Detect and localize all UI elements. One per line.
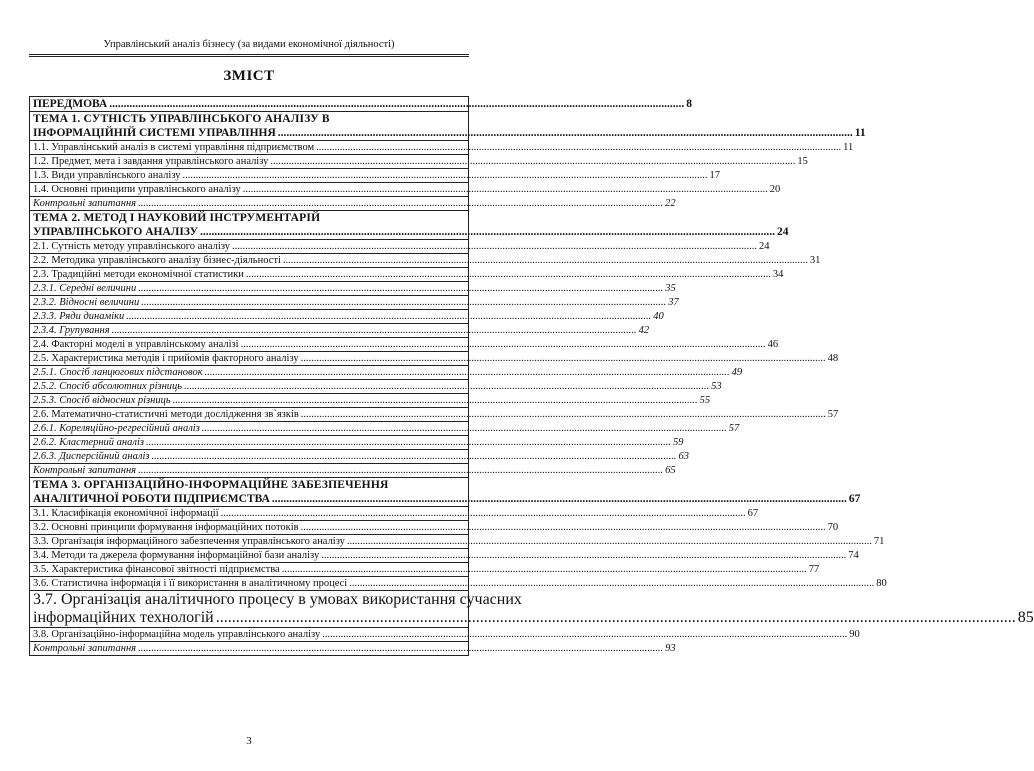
toc-entry-title: 1.3. Види управлінського аналізу: [33, 170, 181, 181]
dot-leader: [151, 450, 676, 463]
dot-leader: [347, 535, 872, 548]
toc-page-ref: 42: [638, 325, 650, 336]
toc-page-ref: 15: [797, 156, 808, 167]
toc-row-section: [30, 97, 469, 112]
toc-entry-title: 3.3. Організація інформаційного забезпечення управлінського аналізу: [33, 536, 345, 547]
toc-entry-title: 1.2. Предмет, мета і завдання управлінського аналізу: [33, 156, 269, 167]
toc-row-entry: [30, 141, 469, 155]
toc-row-sub: [30, 296, 469, 310]
toc-entry-first-line: ТЕМА 1. СУТНІСТЬ УПРАВЛІНСЬКОГО АНАЛІЗУ В: [33, 113, 330, 125]
toc-entry-first-line: ТЕМА 3. ОРГАНІЗАЦІЙНО-ІНФОРМАЦІЙНЕ ЗАБЕЗПЕЧЕННЯ: [33, 479, 389, 491]
dot-leader: [205, 366, 730, 379]
toc-page-ref: 71: [873, 536, 885, 547]
toc-entry-title: 1.4. Основні принципи управлінського аналізу: [33, 184, 241, 195]
toc-entry-title: 2.3. Традиційні методи економічної статистики: [33, 269, 244, 280]
toc-row-theme: [30, 112, 469, 141]
dot-leader: [321, 549, 846, 562]
running-header: Управлінський аналіз бізнесу (за видами економічної діяльності): [103, 39, 395, 50]
dot-leader: [173, 394, 698, 407]
dot-leader: [270, 155, 795, 168]
toc-page-ref: 40: [653, 311, 664, 322]
table-of-contents: [29, 96, 1034, 656]
toc-row-sub: [30, 380, 469, 394]
toc-entry-title: 2.3.1. Середні величини: [33, 283, 137, 294]
toc-entry-title: 2.3.3. Ряди динаміки: [33, 311, 125, 322]
toc-page-ref: 31: [809, 255, 821, 266]
toc-entry-title: 3.5. Характеристика фінансової звітності підприємства: [33, 564, 280, 575]
toc-row-entry: [30, 535, 469, 549]
toc-row-entry: [30, 521, 469, 535]
toc-page-ref: 17: [709, 170, 721, 181]
toc-page-ref: 55: [699, 395, 711, 406]
toc-page-ref: 93: [665, 643, 676, 654]
toc-entry-title: 2.3.2. Відносні величини: [33, 297, 140, 308]
toc-row-sub: [30, 450, 469, 464]
toc-entry-title: 1.1. Управлінський аналіз в системі управління підприємством: [33, 142, 315, 153]
toc-row-sub: [30, 436, 469, 450]
header-rule: [29, 54, 469, 57]
toc-page-ref: 24: [759, 241, 770, 252]
dot-leader: [282, 563, 807, 576]
toc-row-entry: [30, 254, 469, 268]
toc-row-entry: [30, 183, 469, 197]
dot-leader: [349, 577, 874, 590]
toc-entry-title: 2.5.1. Спосіб ланцюгових підстановок: [33, 367, 203, 378]
toc-entry-title: 3.4. Методи та джерела формування інформаційної бази аналізу: [33, 550, 320, 561]
toc-row-entry: [30, 628, 469, 642]
toc-page-ref: 59: [672, 437, 684, 448]
toc-row-sub: [30, 324, 469, 338]
toc-page-ref: 57: [728, 423, 740, 434]
dot-leader: [109, 97, 684, 111]
toc-page-ref: 85: [1017, 609, 1034, 626]
page-title: ЗМІСТ: [223, 68, 275, 84]
toc-entry-title: Контрольні запитання: [33, 198, 137, 209]
toc-row-q: [30, 197, 469, 211]
toc-page-ref: 57: [827, 409, 839, 420]
toc-entry-title: 2.5.2. Спосіб абсолютних різниць: [33, 381, 183, 392]
toc-entry-title: 2.2. Методика управлінського аналізу бізнес-діяльності: [33, 255, 281, 266]
dot-leader: [138, 464, 663, 477]
dot-leader: [183, 169, 708, 182]
toc-page-ref: 34: [772, 269, 784, 280]
dot-leader: [126, 310, 651, 323]
dot-leader: [146, 436, 671, 449]
toc-entry-second-line: інформаційних технологій: [33, 609, 214, 626]
toc-entry-title: ПЕРЕДМОВА: [33, 98, 108, 110]
toc-entry-first-line: 3.7. Організація аналітичного процесу в умовах використання сучасних: [33, 591, 522, 608]
toc-row-theme: [30, 211, 469, 240]
toc-page-ref: 22: [665, 198, 676, 209]
toc-entry-title: 2.6.1. Кореляційно-регресійний аналіз: [33, 423, 200, 434]
toc-entry-title: 2.6. Математично-статистичні методи дослідження зв`язків: [33, 409, 299, 420]
dot-leader: [283, 254, 808, 267]
toc-entry-title: 2.5.3. Спосіб відносних різниць: [33, 395, 171, 406]
toc-page-ref: 67: [747, 508, 759, 519]
toc-row-entry: [30, 352, 469, 366]
toc-entry-title: 3.6. Статистична інформація і її використання в аналітичному процесі: [33, 578, 348, 589]
toc-row-entry: [30, 268, 469, 282]
toc-row-entry: [30, 577, 469, 591]
toc-row-entry: [30, 507, 469, 521]
dot-leader: [216, 609, 1016, 627]
dot-leader: [301, 521, 826, 534]
toc-entry-title: 2.5. Характеристика методів і прийомів факторного аналізу: [33, 353, 299, 364]
dot-leader: [221, 507, 746, 520]
dot-leader: [322, 628, 847, 641]
toc-row-entry: [30, 563, 469, 577]
toc-page-ref: 67: [848, 493, 861, 505]
page-number: 3: [246, 735, 252, 747]
toc-entry-title: 2.4. Факторні моделі в управлінському аналізі: [33, 339, 239, 350]
toc-page-ref: 65: [665, 465, 676, 476]
toc-page-ref: 37: [668, 297, 679, 308]
dot-leader: [316, 141, 841, 154]
toc-entry-second-line: УПРАВЛІНСЬКОГО АНАЛІЗУ: [33, 226, 199, 238]
dot-leader: [301, 408, 826, 421]
dot-leader: [141, 296, 666, 309]
toc-entry-title: 2.6.2. Кластерний аналіз: [33, 437, 144, 448]
dot-leader: [112, 324, 637, 337]
toc-page-ref: 11: [843, 142, 854, 153]
toc-entry-title: 3.8. Організаційно-інформаційна модель управлінського аналізу: [33, 629, 321, 640]
toc-page-ref: 90: [849, 629, 860, 640]
dot-leader: [138, 282, 663, 295]
toc-row-entry: [30, 155, 469, 169]
toc-entry-title: 3.2. Основні принципи формування інформаційних потоків: [33, 522, 299, 533]
dot-leader: [138, 197, 663, 210]
dot-leader: [301, 352, 826, 365]
toc-entry-title: Контрольні запитання: [33, 643, 137, 654]
toc-row-entry: [30, 240, 469, 254]
toc-row-sub: [30, 422, 469, 436]
dot-leader: [272, 492, 847, 506]
toc-row-entry: [30, 169, 469, 183]
toc-page-ref: 70: [827, 522, 839, 533]
dot-leader: [241, 338, 766, 351]
toc-row-theme: [30, 478, 469, 507]
toc-page-ref: 8: [686, 98, 693, 110]
toc-row-entry: [30, 549, 469, 563]
dot-leader: [246, 268, 771, 281]
toc-page-ref: 11: [854, 127, 866, 139]
toc-row-sub: [30, 310, 469, 324]
toc-page-ref: 53: [711, 381, 722, 392]
toc-entry-second-line: ІНФОРМАЦІЙНІЙ СИСТЕМІ УПРАВЛІННЯ: [33, 127, 276, 139]
toc-page-ref: 77: [808, 564, 820, 575]
dot-leader: [232, 240, 757, 253]
toc-row-sub: [30, 394, 469, 408]
toc-entry-title: 2.1. Сутність методу управлінського аналізу: [33, 241, 231, 252]
toc-page-ref: 20: [769, 184, 781, 195]
toc-page-ref: 24: [777, 226, 789, 238]
toc-page-ref: 46: [767, 339, 779, 350]
toc-page-ref: 63: [678, 451, 689, 462]
toc-entry-second-line: АНАЛІТИЧНОЇ РОБОТИ ПІДПРИЄМСТВА: [33, 493, 270, 505]
toc-entry-first-line: ТЕМА 2. МЕТОД І НАУКОВИЙ ІНСТРУМЕНТАРІЙ: [33, 212, 321, 224]
dot-leader: [200, 225, 775, 239]
toc-row-entry2: [30, 591, 469, 628]
toc-row-entry: [30, 408, 469, 422]
toc-page-ref: 48: [827, 353, 839, 364]
toc-row-entry: [30, 338, 469, 352]
toc-page-ref: 49: [731, 367, 743, 378]
dot-leader: [202, 422, 727, 435]
dot-leader: [138, 642, 663, 655]
dot-leader: [184, 380, 709, 393]
toc-row-q: [30, 464, 469, 478]
dot-leader: [278, 126, 853, 140]
toc-page-ref: 35: [665, 283, 676, 294]
toc-entry-title: 3.1. Класифікація економічної інформації: [33, 508, 219, 519]
dot-leader: [243, 183, 768, 196]
toc-row-q: [30, 642, 469, 656]
toc-page-ref: 74: [848, 550, 859, 561]
toc-entry-title: Контрольні запитання: [33, 465, 137, 476]
toc-entry-title: 2.3.4. Групування: [33, 325, 110, 336]
toc-row-sub: [30, 366, 469, 380]
toc-page-ref: 80: [876, 578, 887, 589]
toc-entry-title: 2.6.3. Дисперсійний аналіз: [33, 451, 150, 462]
toc-row-sub: [30, 282, 469, 296]
